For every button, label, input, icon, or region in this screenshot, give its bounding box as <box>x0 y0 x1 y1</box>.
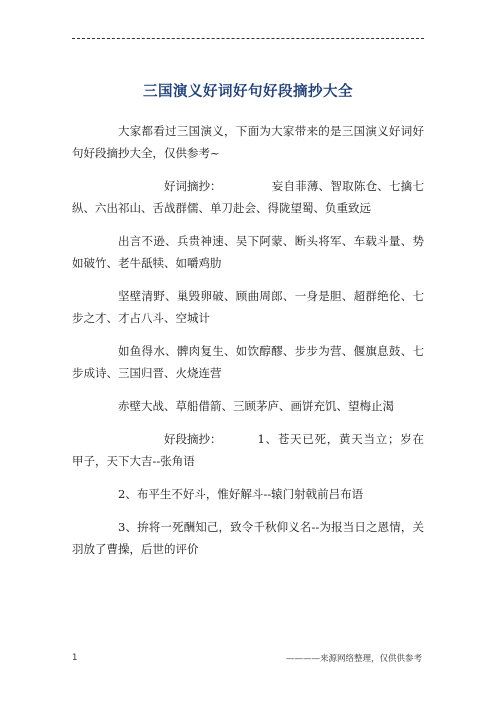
words-paragraph: 如鱼得水、髀肉复生、如饮醇醪、步步为营、偃旗息鼓、七步成诗、三国归晋、火烧连营 <box>72 344 424 380</box>
sentences-paragraph-first <box>72 428 424 472</box>
document-title: 三国演义好词好句好段摘抄大全 <box>143 84 353 100</box>
sentences-label: 好段摘抄： <box>164 432 222 446</box>
sentences-paragraph: 3、拚将一死酬知己，致令千秋仰义名--为报当日之恩情，关羽放了曹操，后世的评价 <box>72 520 424 556</box>
words-paragraph-first <box>72 175 424 219</box>
footer-page-number: 1 <box>72 653 78 663</box>
sentences-first-text: 1、苍天已死，黄天当立；岁在甲子，天下大吉--张角语 <box>72 432 424 468</box>
footer-source-note: ————来源网络整理，仅供供参考 <box>286 654 423 664</box>
intro-paragraph: 大家都看过三国演义，下面为大家带来的是三国演义好词好句好段摘抄大全，仅供参考~ <box>72 124 424 160</box>
words-paragraph: 坚壁清野、巢毁卵破、顾曲周郎、一身是胆、超群绝伦、七步之才、才占八斗、空城计 <box>72 289 424 325</box>
words-paragraph: 赤壁大战、草船借箭、三顾茅庐、画饼充饥、望梅止渴 <box>118 399 394 413</box>
words-paragraph: 出言不逊、兵贵神速、吴下阿蒙、断头将军、车载斗量、势如破竹、老牛舐犊、如嚼鸡肋 <box>72 234 424 270</box>
header-dashed-rule <box>72 38 424 39</box>
words-label: 好词摘抄： <box>164 179 222 193</box>
sentences-paragraph: 2、布平生不好斗，惟好解斗--辕门射戟前吕布语 <box>118 487 364 501</box>
document-body <box>72 120 424 571</box>
words-first-text: 妄自菲薄、智取陈仓、七擒七纵、六出祁山、舌战群儒、单刀赴会、得陇望蜀、负重致远 <box>72 179 424 215</box>
